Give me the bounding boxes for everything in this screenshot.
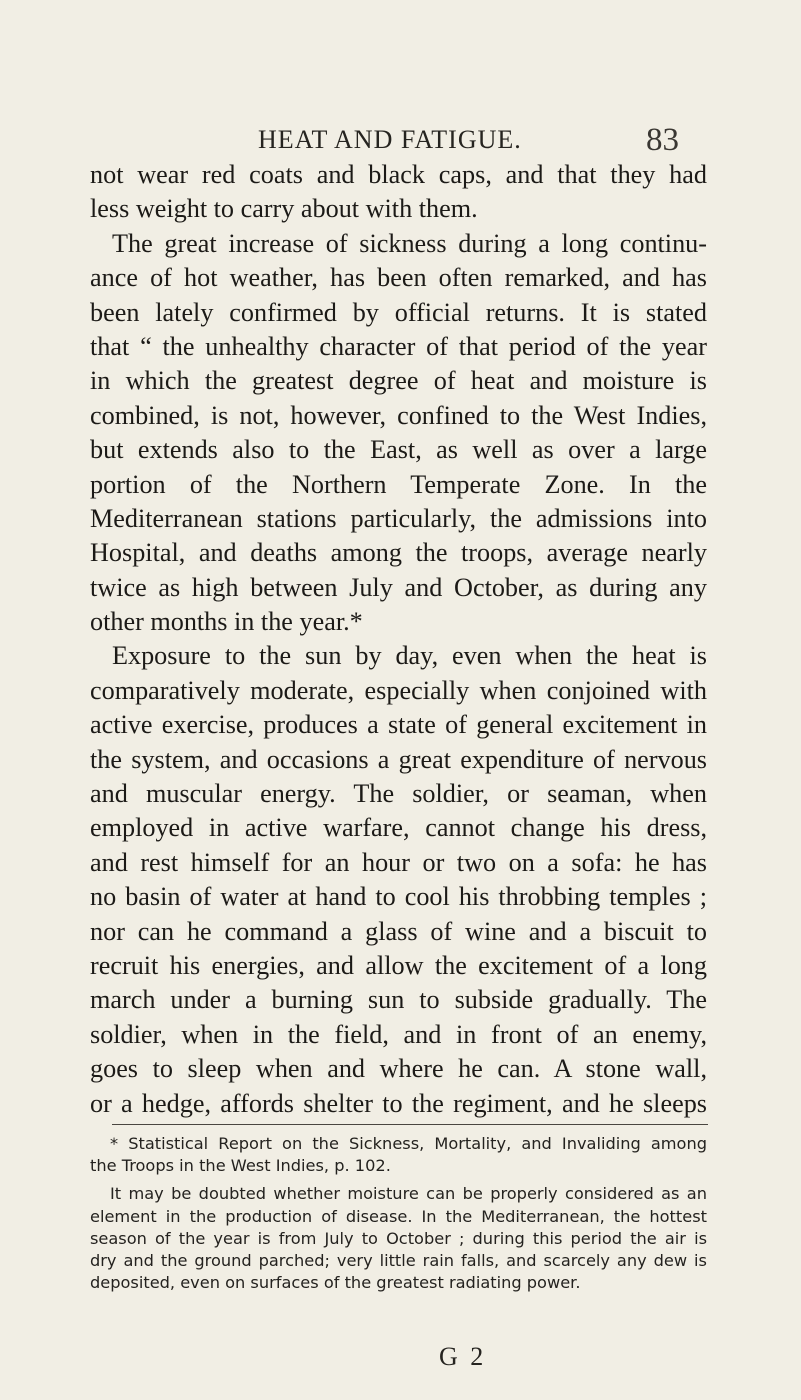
footnotes (90, 1133, 707, 1294)
text-line: nor can he command a glass of wine and a biscuit to (90, 916, 707, 946)
text-line: ance of hot weather, has been often remarked, and has (90, 263, 707, 293)
text-line: combined, is not, however, confined to the West Indies, (90, 400, 707, 430)
footnote-line: season of the year is from July to October ; during this period the air is (90, 1228, 707, 1248)
page-number: 83 (646, 122, 679, 158)
text-line: march under a burning sun to subside gradually. The (90, 985, 707, 1015)
footnote-divider (112, 1124, 708, 1125)
text-line: recruit his energies, and allow the excitement of a long (90, 950, 707, 980)
text-line: active exercise, produces a state of general excitement in (90, 710, 707, 740)
text-line: soldier, when in the field, and in front of an enemy, (90, 1019, 707, 1049)
text-line: goes to sleep when and where he can. A stone wall, (90, 1054, 707, 1084)
body-text (90, 158, 707, 1121)
text-line: portion of the Northern Temperate Zone. In the (90, 469, 707, 499)
footnote-line: It may be doubted whether moisture can be properly considered as an (110, 1184, 707, 1204)
text-line: less weight to carry about with them. (90, 194, 478, 224)
text-line: in which the greatest degree of heat and moisture is (90, 366, 707, 396)
text-line: but extends also to the East, as well as over a large (90, 435, 707, 465)
footnote-line: deposited, even on surfaces of the greatest radiating power. (90, 1273, 581, 1293)
text-line: employed in active warfare, cannot change his dress, (90, 813, 707, 843)
text-line: or a hedge, affords shelter to the regiment, and he sleeps (90, 1088, 707, 1118)
text-line: that “ the unhealthy character of that period of the year (90, 331, 707, 361)
text-line: twice as high between July and October, as during any (90, 572, 707, 602)
text-line: and rest himself for an hour or two on a sofa: he has (90, 847, 707, 877)
text-line: and muscular energy. The soldier, or seaman, when (90, 779, 707, 809)
text-line: Exposure to the sun by day, even when the heat is (112, 641, 707, 671)
text-line: Hospital, and deaths among the troops, average nearly (90, 538, 707, 568)
text-line: comparatively moderate, especially when conjoined with (90, 675, 707, 705)
text-line: The great increase of sickness during a long continu- (112, 228, 707, 258)
text-line: not wear red coats and black caps, and that they had (90, 160, 707, 189)
signature-mark: G 2 (439, 1342, 487, 1371)
running-head: HEAT AND FATIGUE. (258, 125, 522, 154)
footnote-line: dry and the ground parched; very little rain falls, and scarcely any dew is (90, 1250, 707, 1270)
text-line: been lately confirmed by official returns. It is stated (90, 297, 707, 327)
footnote-line: the Troops in the West Indies, p. 102. (90, 1156, 391, 1176)
footnote-line: element in the production of disease. In the Mediterranean, the hottest (90, 1206, 707, 1226)
text-line: no basin of water at hand to cool his throbbing temples ; (90, 882, 707, 912)
footnote-line: * Statistical Report on the Sickness, Mortality, and Invaliding among (110, 1134, 707, 1153)
text-line: other months in the year.* (90, 607, 363, 637)
text-line: the system, and occasions a great expenditure of nervous (90, 744, 707, 774)
text-line: Mediterranean stations particularly, the admissions into (90, 503, 707, 533)
